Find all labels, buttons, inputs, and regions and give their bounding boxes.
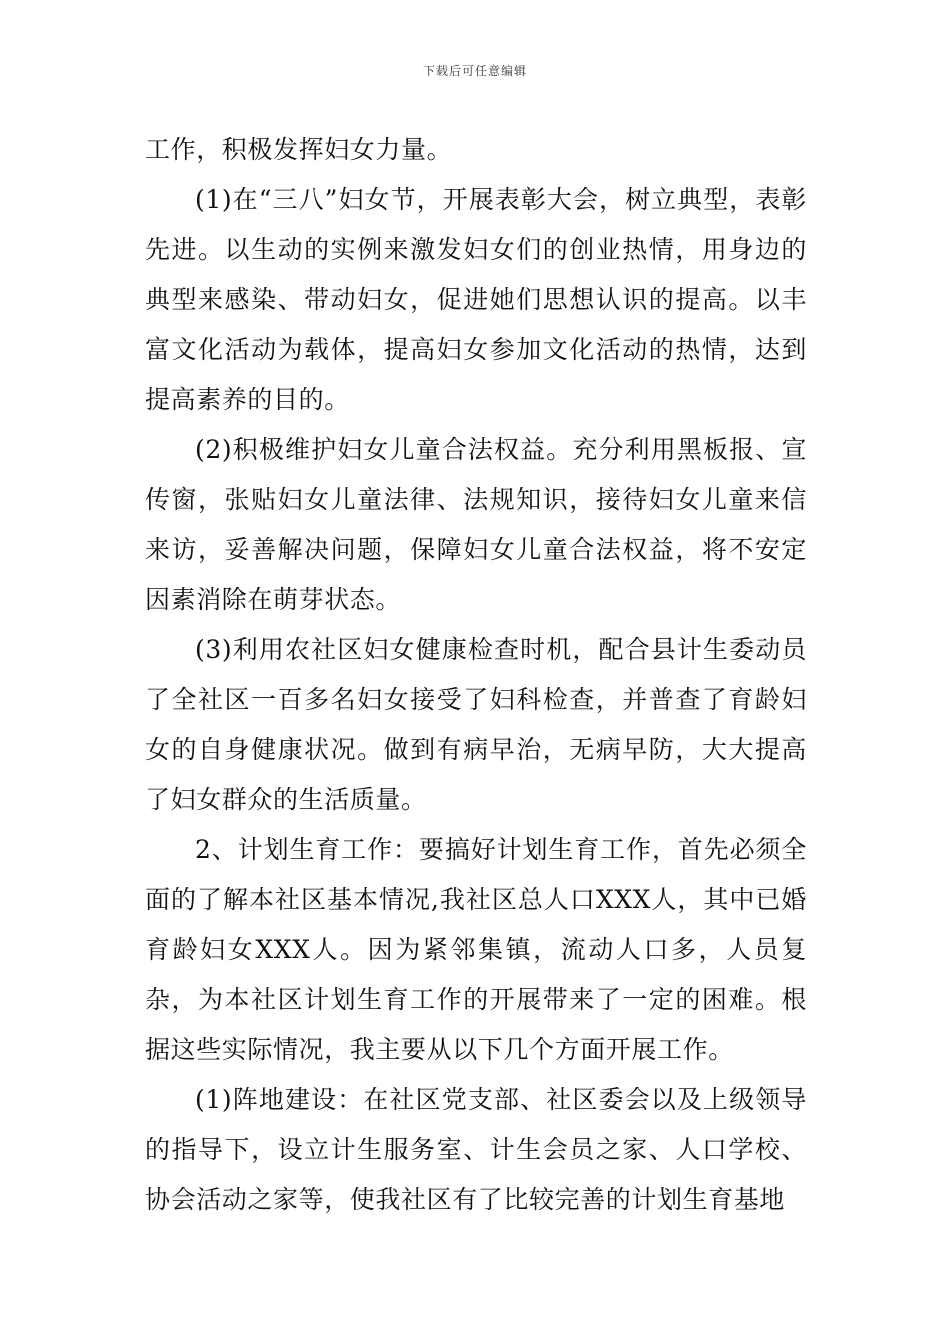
paragraph-womens-day: (1)在“三八”妇女节，开展表彰大会，树立典型，表彰先进。以生动的实例来激发妇女们的创业热情，用身边的典型来感染、带动妇女，促进她们思想认识的提高。以丰富文化活动为载体，提高妇女参加文化活动的热情，达到提高素养的目的。 [145, 185, 807, 414]
paragraph-continuation: 工作，积极发挥妇女力量。 [145, 135, 453, 164]
paragraph-base-construction: (1)阵地建设：在社区党支部、社区委会以及上级领导的指导下，设立计生服务室、计生会员之家、人口学校、协会活动之家等，使我社区有了比较完善的计划生育基地 [145, 1085, 807, 1214]
paragraph-rights-protection: (2)积极维护妇女儿童合法权益。充分利用黑板报、宣传窗，张贴妇女儿童法律、法规知识，接待妇女儿童来信来访，妥善解决问题，保障妇女儿童合法权益，将不安定因素消除在萌芽状态。 [145, 435, 807, 614]
paragraph-health-check: (3)利用农社区妇女健康检查时机，配合县计生委动员了全社区一百多名妇女接受了妇科检查，并普查了育龄妇女的自身健康状况。做到有病早治，无病早防，大大提高了妇女群众的生活质量。 [145, 635, 807, 814]
page-header-note: 下载后可任意编辑 [422, 64, 527, 78]
paragraph-family-planning: 2、计划生育工作：要搞好计划生育工作，首先必须全面的了解本社区基本情况,我社区总人口XXX人，其中已婚育龄妇女XXX人。因为紧邻集镇，流动人口多，人员复杂，为本社区计划生育工作的开展带来了一定的困难。根据这些实际情况，我主要从以下几个方面开展工作。 [145, 835, 807, 1064]
document-body [145, 125, 807, 1225]
